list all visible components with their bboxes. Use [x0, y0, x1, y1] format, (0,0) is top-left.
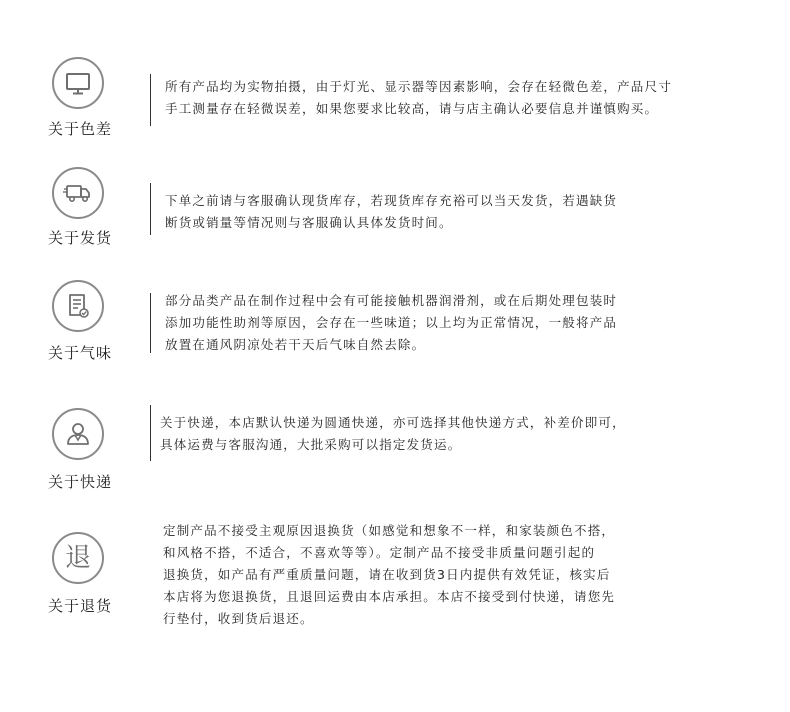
section-divider	[150, 293, 151, 353]
courier-icon	[61, 417, 95, 451]
section-description-smell	[165, 290, 617, 356]
description-line: 退换货，如产品有严重质量问题，请在收到货3日内提供有效凭证，核实后	[163, 567, 611, 582]
description-line: 手工测量存在轻微误差，如果您要求比较高，请与店主确认必要信息并谨慎购买。	[165, 101, 659, 116]
section-label-color: 关于色差	[48, 120, 113, 138]
description-line: 关于快递，本店默认快递为圆通快递，亦可选择其他快递方式，补差价即可，	[160, 415, 626, 430]
description-line: 部分品类产品在制作过程中会有可能接触机器润滑剂，或在后期处理包装时	[165, 293, 618, 308]
description-line: 下单之前请与客服确认现货库存，若现货库存充裕可以当天发货，若遇缺货	[165, 193, 618, 208]
description-line: 和风格不搭，不适合，不喜欢等等）。定制产品不接受非质量问题引起的	[163, 545, 596, 560]
courier-icon-circle	[52, 408, 104, 460]
description-line: 本店将为您退换货，且退回运费由本店承担。本店不接受到付快递，请您先	[163, 589, 616, 604]
description-line: 具体运费与客服沟通，大批采购可以指定发货运。	[160, 437, 462, 452]
checklist-icon	[61, 289, 95, 323]
section-description-shipping	[165, 190, 617, 234]
section-divider	[150, 183, 151, 235]
truck-icon	[61, 176, 95, 210]
section-divider	[150, 405, 151, 461]
description-line: 放置在通风阴凉处若干天后气味自然去除。	[165, 337, 426, 352]
section-label-express: 关于快递	[48, 473, 113, 491]
section-divider	[150, 74, 151, 126]
section-label-smell: 关于气味	[48, 344, 113, 362]
truck-icon-circle	[52, 167, 104, 219]
checklist-icon-circle	[52, 280, 104, 332]
section-description-express	[160, 412, 626, 456]
monitor-icon	[61, 66, 95, 100]
section-description-return	[163, 520, 615, 630]
description-line: 所有产品均为实物拍摄，由于灯光、显示器等因素影响，会存在轻微色差，产品尺寸	[165, 79, 672, 94]
description-line: 断货或销量等情况则与客服确认具体发货时间。	[165, 215, 453, 230]
section-label-shipping: 关于发货	[48, 229, 113, 247]
description-line: 添加功能性助剂等原因，会存在一些味道；以上均为正常情况，一般将产品	[165, 315, 618, 330]
return-char-icon: 退	[64, 543, 91, 573]
monitor-icon-circle	[52, 57, 104, 109]
section-label-return: 关于退货	[48, 597, 113, 615]
return-char-icon-circle	[52, 532, 104, 584]
section-description-color	[165, 76, 672, 120]
description-line: 行垫付，收到货后退还。	[163, 611, 314, 626]
description-line: 定制产品不接受主观原因退换货（如感觉和想象不一样，和家装颜色不搭，	[163, 523, 616, 538]
